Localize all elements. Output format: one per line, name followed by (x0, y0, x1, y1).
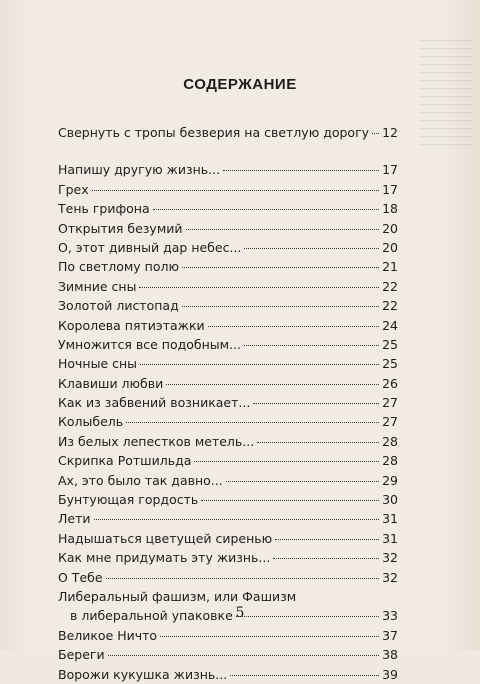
toc-entry-title: Великое Ничто (58, 627, 158, 643)
toc-entry-page: 22 (382, 278, 398, 294)
dot-leader (223, 170, 379, 171)
toc-entry-title: Как мне придумать эту жизнь... (58, 550, 271, 566)
toc-entry (58, 509, 398, 528)
bleed-through-text (420, 40, 472, 150)
dot-leader (244, 345, 379, 346)
dot-leader (257, 442, 379, 443)
toc-entry-page: 33 (382, 608, 398, 624)
page-number: 5 (235, 605, 245, 621)
toc-entry-page: 18 (382, 201, 398, 217)
toc-entry-page: 25 (382, 356, 398, 372)
toc-entry (58, 412, 398, 431)
toc-entry (58, 123, 398, 142)
page-title: СОДЕРЖАНИЕ (183, 76, 297, 93)
toc-entry (58, 219, 398, 238)
toc-entry (58, 645, 398, 664)
toc-entry (58, 471, 398, 490)
dot-leader (153, 209, 379, 210)
dot-leader (108, 655, 379, 656)
dot-leader (201, 500, 379, 501)
toc-entry-page: 25 (382, 336, 398, 352)
dot-leader (194, 461, 379, 462)
dot-leader (92, 190, 379, 191)
toc-entry-page: 28 (382, 453, 398, 469)
toc-entry-page: 17 (382, 162, 398, 178)
toc-entry (58, 277, 398, 296)
toc-entry-page: 21 (382, 259, 398, 275)
toc-entry-title: Бунтующая гордость (58, 492, 199, 508)
toc-entry-page: 31 (382, 511, 398, 527)
toc-entry-page: 32 (382, 569, 398, 585)
toc-entry-page: 37 (382, 627, 398, 643)
toc-entry (58, 160, 398, 179)
toc-entry-title: Либеральный фашизм, или Фашизм (58, 588, 297, 604)
toc-entry-title: Скрипка Ротшильда (58, 453, 192, 469)
toc-entry (58, 451, 398, 470)
dot-leader (94, 519, 380, 520)
toc-entry-page: 20 (382, 239, 398, 255)
toc-entry-title: Из белых лепестков метель... (58, 433, 255, 449)
toc-entry-page: 27 (382, 414, 398, 430)
toc-entry-title: Ах, это было так давно... (58, 472, 223, 488)
dot-leader (126, 422, 379, 423)
toc-entry-title: Королева пятиэтажки (58, 317, 205, 333)
toc-entry (58, 296, 398, 315)
toc-entry-page: 17 (382, 181, 398, 197)
toc-entry-title: Умножится все подобным... (58, 336, 242, 352)
toc-entry (58, 626, 398, 645)
toc-entry (58, 665, 398, 684)
toc-entry-title-continued: в либеральной упаковке (70, 608, 233, 624)
dot-leader (208, 326, 379, 327)
toc-entry-title: Ночные сны (58, 356, 138, 372)
dot-leader (253, 403, 379, 404)
toc-entry-title: Колыбель (58, 414, 124, 430)
toc-entry (58, 393, 398, 412)
toc-entry (58, 374, 398, 393)
dot-leader (160, 636, 379, 637)
toc-entry-title: Зимние сны (58, 278, 137, 294)
toc-entry (58, 529, 398, 548)
dot-leader (139, 287, 379, 288)
dot-leader (182, 306, 379, 307)
toc-entry-page: 26 (382, 375, 398, 391)
toc-entry-title: О Тебе (58, 569, 103, 585)
toc-entry (58, 568, 398, 587)
dot-leader (230, 675, 379, 676)
dot-leader (226, 481, 379, 482)
toc-entry (58, 432, 398, 451)
toc-entry (58, 257, 398, 276)
toc-entry-page: 27 (382, 395, 398, 411)
toc-entry-page: 39 (382, 666, 398, 682)
toc-entry (58, 354, 398, 373)
dot-leader (275, 539, 379, 540)
toc-entry (58, 199, 398, 218)
toc-entry-title: Грех (58, 181, 89, 197)
toc-entry (58, 316, 398, 335)
dot-leader (140, 364, 379, 365)
toc-entry (58, 490, 398, 509)
table-of-contents (58, 123, 398, 684)
toc-entry-page: 20 (382, 220, 398, 236)
toc-entry-title: Свернуть с тропы безверия на светлую дорогу (58, 125, 370, 140)
toc-entry-title: О, этот дивный дар небес... (58, 239, 242, 255)
toc-entry-title: Напишу другую жизнь... (58, 162, 221, 178)
toc-entry (58, 238, 398, 257)
toc-entry-page: 12 (382, 125, 398, 140)
toc-entry-page: 30 (382, 492, 398, 508)
toc-entry-page: 32 (382, 550, 398, 566)
toc-entry-page: 31 (382, 530, 398, 546)
toc-entry-title: Береги (58, 647, 105, 663)
toc-entry-title: Лети (58, 511, 91, 527)
toc-entry-page: 28 (382, 433, 398, 449)
dot-leader (273, 558, 379, 559)
toc-entry-title: Клавиши любви (58, 375, 164, 391)
dot-leader (186, 229, 380, 230)
toc-entry-page: 29 (382, 472, 398, 488)
toc-entry-title: Открытия безумий (58, 220, 183, 236)
toc-entry-title: Тень грифона (58, 201, 150, 217)
dot-leader (166, 384, 379, 385)
toc-entry-title: Ворожи кукушка жизнь... (58, 666, 228, 682)
toc-entry (58, 180, 398, 199)
toc-entry (58, 335, 398, 354)
dot-leader (106, 578, 379, 579)
dot-leader (372, 133, 379, 134)
toc-entry-title: По светлому полю (58, 259, 180, 275)
dot-leader (182, 267, 379, 268)
toc-entry-title: Надышаться цветущей сиренью (58, 530, 273, 546)
toc-entry-page: 24 (382, 317, 398, 333)
toc-entry-title: Как из забвений возникает... (58, 395, 251, 411)
toc-entry-page: 38 (382, 647, 398, 663)
toc-entry-title: Золотой листопад (58, 298, 179, 314)
toc-entry-page: 22 (382, 298, 398, 314)
toc-entry (58, 548, 398, 567)
dot-leader (244, 248, 379, 249)
